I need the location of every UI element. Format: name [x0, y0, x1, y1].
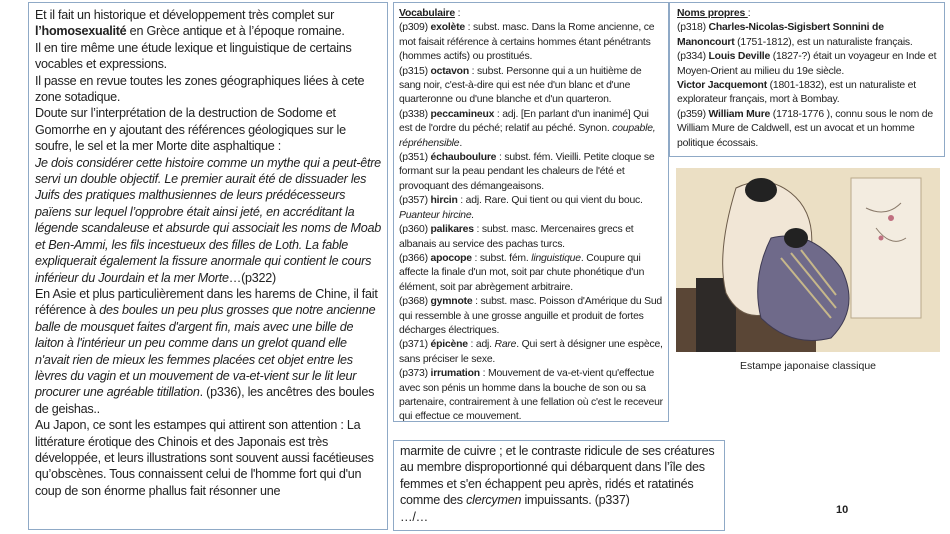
text-run: (p373): [399, 368, 431, 380]
text-run: : adj. [En parlant d'un inanimé] Qui est de l'ordre du péché; relatif au péché. Synon.: [399, 108, 649, 135]
bold-term: exolète: [430, 22, 465, 34]
bold-term: irrumation: [430, 368, 480, 380]
text-run: Il passe en revue toutes les zones géographiques liées à cete zone sotadique.: [35, 73, 365, 105]
text-run: : subst. Personne qui a un huitième de sang noir, c'est-à-dire qui est née d'un blanc et d'une quarteronne ou d'une blanche et d'un quarteron.: [399, 65, 642, 106]
paragraph: [399, 7, 663, 21]
paragraph: [400, 443, 718, 509]
text-run: (p351): [399, 152, 431, 164]
bold-term: Victor Jacquemont: [677, 80, 767, 92]
bold-term: échauboulure: [430, 152, 497, 164]
bold-term: apocope: [430, 252, 472, 264]
bold-term: William Mure: [708, 108, 771, 120]
italic-text: Je dois considérer cette histoire comme un mythe qui a peut-être servi un double objectif. Le premier aurait été de dissuader les Juifs des pratiques malthusiennes de leurs prédécesseurs païens sur lequel l’opprobre était ainsi jeté, en accréditant la légende scandaleuse et absurde qui associait les noms de Moab et Ben-Ammi, les fils incestueux des filles de Loth. La fable expliquerait également la fissure anormale qui contient le cours inférieur du Jourdain et la mer Morte: [35, 155, 382, 285]
text-run: : subst. masc. Poisson d'Amérique du Sud qui ressemble à une grosse anguille et produit de fortes décharges électriques.: [399, 296, 663, 336]
text-run: Au Japon, ce sont les estampes qui attirent son attention : La littérature érotique des Chinois et des Japonais est très développée, et leurs illustrations sont souvent aussi facétieuses qu’obscènes. Tous connaissent celui de l'homme fort qui d'un coup de son énorme phallus fait résonner une: [35, 418, 374, 498]
bold-term: octavon: [430, 65, 469, 77]
continuation-text-box: [393, 440, 725, 531]
paragraph: [35, 155, 381, 286]
text-run: . Coupure qui affecte la finale d'un mot, soit par chute phonétique d'un élément, soit par abrègement arbitraire.: [399, 252, 645, 293]
image-caption: Estampe japonaise classique: [740, 360, 876, 372]
text-run: Et il fait un historique et développement très complet sur: [35, 8, 335, 22]
paragraph: [35, 73, 381, 106]
text-run: (p315): [399, 65, 431, 77]
paragraph: [677, 79, 937, 108]
text-run: : subst. masc. Dans la Rome ancienne, ce mot faisait référence à certains hommes étant pénétrants (hommes actifs) ou prostitués.: [399, 22, 655, 63]
text-run: : adj.: [467, 339, 495, 351]
text-run: :: [454, 8, 461, 19]
text-run: : subst. fém. Vieilli. Petite cloque se formant sur la peau pendant les chaleurs de l'été et provoquant des démangeaisons.: [399, 152, 655, 192]
paragraph: [677, 7, 937, 21]
text-run: (p359): [677, 108, 709, 120]
paragraph: [35, 40, 381, 73]
bold-term: palikares: [430, 224, 474, 236]
text-run: (p309): [399, 22, 431, 34]
bold-term: l’homosexualité: [35, 24, 127, 39]
text-run: . Qui sert à désigner une espèce, sans préciser le sexe.: [399, 339, 663, 365]
text-run: En Asie et plus particulièrement dans les harems de Chine, il fait référence à: [35, 286, 378, 318]
text-run: (1718-1776 ), connu sous le nom de William Mure de Caldwell, est un avocat et un homme politique écossais.: [677, 108, 933, 149]
paragraph: [399, 151, 663, 194]
text-run: (1801-1832), est un naturaliste et explorateur français, mort à Bombay.: [677, 80, 916, 106]
text-run: en Grèce antique et à l’époque romaine.: [126, 24, 345, 39]
paragraph: [400, 509, 718, 525]
paragraph: [399, 21, 663, 64]
italic-text: Puanteur hircine.: [399, 209, 475, 221]
text-run: (1827-?) était un voyageur en Inde et Moyen-Orient au milieu du 19e siècle.: [677, 51, 937, 77]
vocabulary-box: [393, 2, 669, 422]
paragraph: [35, 105, 381, 154]
italic-text: linguistique: [531, 252, 581, 264]
paragraph: [399, 65, 663, 108]
text-run: impuissants. (p337): [521, 493, 630, 508]
text-run: (p371): [399, 339, 431, 351]
text-run: (p368): [399, 296, 431, 308]
paragraph: [35, 286, 381, 417]
italic-text: des boules un peu plus grosses que notre ancienne balle de mousquet faites d'argent fin, mais avec une bille de laiton à l'intérieur un peu comme dans un grelot quand elle n'avait rien de mieux les femmes placées cet objet entre les lèvres du vagin et un mouvement de va-et-vient sur le lit leur procurer une agréable titillation: [35, 303, 376, 400]
paragraph: [677, 21, 937, 50]
text-run: (1751-1812), est un naturaliste français.: [734, 36, 913, 48]
text-run: : subst. masc. Mercenaires grecs et albanais au service des pachas turcs.: [399, 224, 634, 250]
section-heading: Noms propres: [677, 8, 748, 19]
text-run: : adj. Rare. Qui tient ou qui vient du bouc.: [457, 195, 643, 207]
text-run: :: [747, 8, 751, 19]
page-number: 10: [836, 504, 849, 516]
bold-term: peccamineux: [430, 108, 495, 120]
japanese-print-image: [676, 168, 940, 352]
bold-term: Louis Deville: [708, 51, 771, 63]
bold-term: gymnote: [430, 296, 473, 308]
proper-names-box: [669, 2, 945, 157]
text-run: …/…: [400, 509, 428, 524]
text-run: marmite de cuivre ; et le contraste ridicule de ses créatures au membre disproportionné qui débarquent dans l’île des femmes et s'en échappent peu après, ridés et ratatinés comme des: [400, 444, 715, 508]
paragraph: [399, 108, 663, 151]
text-run: (p318): [677, 22, 709, 34]
paragraph: [399, 252, 663, 295]
italic-text: clercymen: [466, 493, 522, 508]
bold-term: hircin: [430, 195, 458, 207]
text-run: Doute sur l’interprétation de la destruction de Sodome et Gomorrhe en y ajoutant des références géologiques sur le soufre, le sel et la mer Morte dite asphaltique :: [35, 106, 346, 154]
paragraph: [35, 7, 381, 40]
text-run: (p334): [677, 51, 709, 63]
paragraph: [399, 295, 663, 338]
italic-text: Rare: [494, 339, 517, 351]
text-run: (p366): [399, 252, 431, 264]
main-text-box: [28, 2, 388, 530]
text-run: . (p336), les ancêtres des boules de geishas..: [35, 385, 375, 416]
paragraph: [399, 367, 663, 425]
paragraph: [399, 223, 663, 252]
italic-text: coupable, répréhensible: [399, 123, 656, 149]
paragraph: [35, 417, 381, 499]
text-run: (p338): [399, 108, 431, 120]
paragraph: [677, 108, 937, 151]
section-heading: Vocabulaire: [399, 8, 455, 19]
text-run: (p360): [399, 224, 431, 236]
bold-term: épicène: [430, 339, 468, 351]
paragraph: [677, 50, 937, 79]
text-run: : subst. fém.: [471, 252, 532, 264]
text-run: .: [459, 137, 463, 149]
text-run: : Mouvement de va-et-vient qu'effectue avec son pénis un homme dans la bouche de son ou sa partenaire, contrairement à une fellation où c'est le receveur qui effectue ce mouvement.: [399, 368, 663, 423]
bold-term: Charles-Nicolas-Sigisbert Sonnini de Manoncourt: [677, 22, 884, 48]
paragraph: [399, 338, 663, 367]
paragraph: [399, 194, 663, 223]
text-run: …(p322): [228, 270, 276, 285]
text-run: (p357): [399, 195, 431, 207]
text-run: Il en tire même une étude lexique et linguistique de certains vocables et expressions.: [35, 40, 352, 72]
